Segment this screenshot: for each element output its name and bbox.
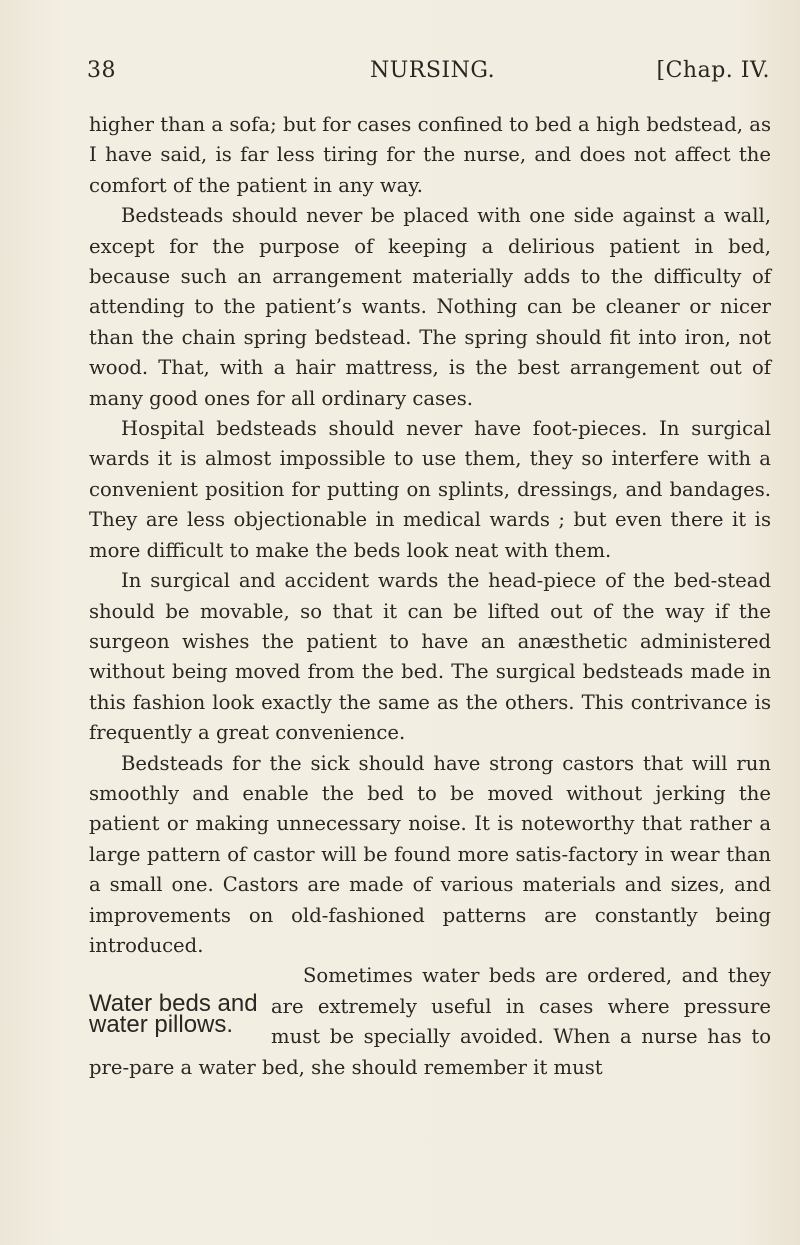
paragraph-5: Bedsteads for the sick should have strong castors that will run smoothly and enable the bed to be moved without jerking the patient or making unnecessary noise. It is noteworthy that rather a large pattern of castor will be found more satis-factory in wear than a small one. Castors are made of various materials and sizes, and improvements on old-fashioned patterns are constantly being introduced. <box>89 751 771 957</box>
chapter-label: [Chap. IV. <box>656 58 770 83</box>
page-header <box>87 58 770 88</box>
paragraph-3: Hospital bedsteads should never have foot-pieces. In surgical wards it is almost impossible to use them, they so interfere with a convenient position for putting on splints, dressings, and bandages. They are less objectionable in medical wards ; but even there it is more difficult to make the beds look neat with them. <box>89 417 771 562</box>
final-section <box>89 961 771 1083</box>
paragraph-4: In surgical and accident wards the head-piece of the bed-stead should be movable, so that it can be lifted out of the way if the surgeon wishes the patient to have an anæsthetic administered without being moved from the bed. The surgical bedsteads made in this fashion look exactly the same as the others. This contrivance is frequently a great convenience. <box>89 569 771 745</box>
page-number: 38 <box>87 58 116 83</box>
paragraph-6: Sometimes water beds are ordered, and they are extremely useful in cases where pressure must be specially avoided. When a nurse has to pre-pare a water bed, she should remember it must <box>89 964 771 1079</box>
margin-note: Water beds and water pillows. <box>89 990 258 1039</box>
body-text <box>89 110 771 1083</box>
paragraph-1: higher than a sofa; but for cases confined to bed a high bedstead, as I have said, is far less tiring for the nurse, and does not affect the comfort of the patient in any way. <box>89 113 771 197</box>
paragraph-2: Bedsteads should never be placed with one side against a wall, except for the purpose of keeping a delirious patient in bed, because such an arrangement materially adds to the difficulty of attending to the patient’s wants. Nothing can be cleaner or nicer than the chain spring bedstead. The spring should fit into iron, not wood. That, with a hair mattress, is the best arrangement out of many good ones for all ordinary cases. <box>89 204 771 410</box>
running-title: NURSING. <box>370 58 496 83</box>
